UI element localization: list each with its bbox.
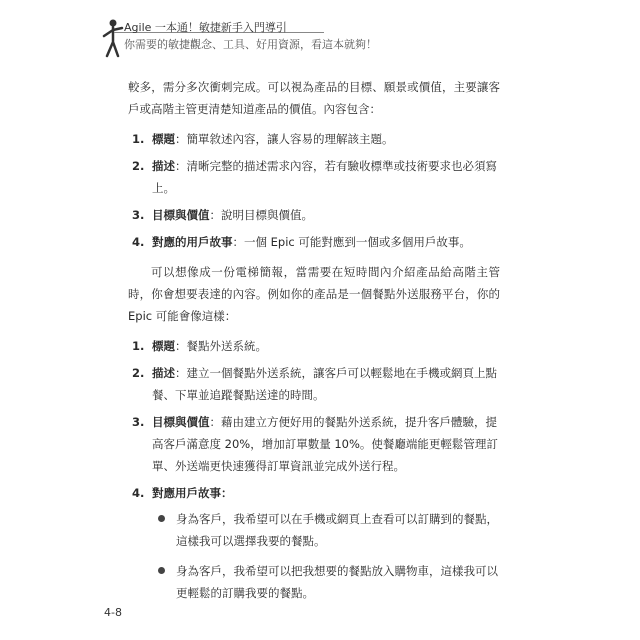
user-story-list — [152, 508, 500, 604]
list-item: 2. 描述：建立一個餐點外送系統，讓客戶可以輕鬆地在手機或網頁上點餐、下單並追蹤餐點送達的時間。 — [132, 366, 497, 402]
running-header — [100, 18, 540, 58]
list-item: 3. 目標與價值：藉由建立方便好用的餐點外送系統，提升客戶體驗，提高客戶滿意度 20%，增加訂單數量 10%。使餐廳端能更輕鬆管理訂單、外送端更快速獲得訂單資訊並完成外送行程。 — [132, 415, 498, 473]
person-figure-icon — [100, 18, 126, 58]
book-title: Agile 一本通！敏捷新手入門導引 — [124, 21, 287, 34]
list-item: 4. 對應用戶故事： 身為客戶，我希望可以在手機或網頁上查看可以訂購到的餐點，這樣我可以選擇我要的餐點。 身為客戶，我希望可以把我想要的餐點放入購物車，這樣我可以更輕鬆的訂購我要的餐點。 — [128, 482, 500, 604]
bullet-icon — [158, 515, 165, 522]
list-item: 4. 對應的用戶故事：一個 Epic 可能對應到一個或多個用戶故事。 — [132, 235, 471, 249]
list-item: 2. 描述：清晰完整的描述需求內容，若有驗收標準或技術要求也必須寫上。 — [132, 159, 497, 195]
list-item: 1. 標題：餐點外送系統。 — [132, 339, 267, 353]
list-item: 3. 目標與價值：說明目標與價值。 — [132, 208, 313, 222]
list-item: 1. 標題：簡單敘述內容，讓人容易的理解該主題。 — [132, 132, 394, 146]
user-story-item: 身為客戶，我希望可以把我想要的餐點放入購物車，這樣我可以更輕鬆的訂購我要的餐點。 — [152, 560, 500, 604]
epic-content-list — [128, 128, 500, 253]
bullet-icon — [158, 567, 165, 574]
example-paragraph: 可以想像成一份電梯簡報，當需要在短時間內介紹產品給高階主管時，你會想要表達的內容。例如你的產品是一個餐點外送服務平台，你的 Epic 可能會像這樣： — [128, 265, 500, 323]
epic-example-list — [128, 335, 500, 604]
intro-paragraph: 較多，需分多次衝刺完成。可以視為產品的目標、願景或價值，主要讓客戶或高階主管更清楚知道產品的價值。內容包含： — [128, 80, 500, 116]
book-subtitle: 你需要的敏捷觀念、工具、好用資源，看這本就夠！ — [124, 38, 377, 51]
page-number: 4-8 — [104, 606, 122, 619]
page-content — [128, 76, 500, 612]
user-story-item: 身為客戶，我希望可以在手機或網頁上查看可以訂購到的餐點，這樣我可以選擇我要的餐點。 — [152, 508, 500, 552]
